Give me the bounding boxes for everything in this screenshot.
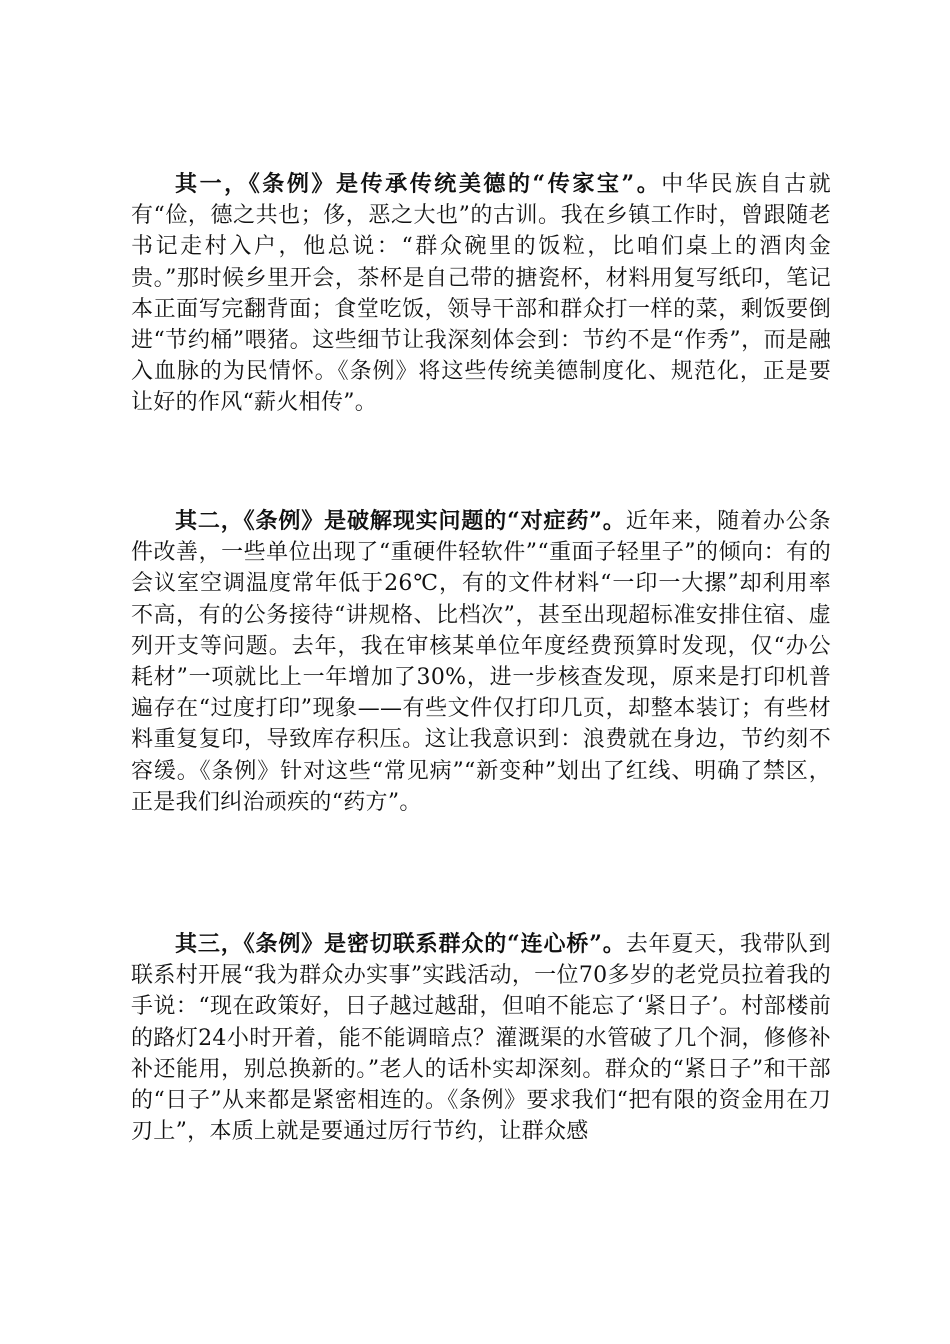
paragraph-1-heading: 其一，《条例》是传承传统美德的“传家宝”。	[175, 171, 662, 197]
paragraph-2	[131, 506, 831, 818]
paragraph-2-body: 近年来，随着办公条件改善，一些单位出现了“重硬件轻软件”“重面子轻里子”的倾向：有的会议室空调温度常年低于26℃，有的文件材料“一印一大摞”却利用率不高，有的公务接待“讲规格、比档次”，甚至出现超标准安排住宿、虚列开支等问题。去年，我在审核某单位年度经费预算时发现，仅“办公耗材”一项就比上一年增加了30%，进一步核查发现，原来是打印机普遍存在“过度打印”现象——有些文件仅打印几页，却整本装订；有些材料重复复印，导致库存积压。这让我意识到：浪费就在身边，节约刻不容缓。《条例》针对这些“常见病”“新变种”划出了红线、明确了禁区，正是我们纠治顽疾的“药方”。	[131, 509, 831, 815]
paragraph-3-body: 去年夏天，我带队到联系村开展“我为群众办实事”实践活动，一位70多岁的老党员拉着我的手说：“现在政策好，日子越过越甜，但咱不能忘了‘紧日子’。村部楼前的路灯24小时开着，能不能调暗点？灌溉渠的水管破了几个洞，修修补补还能用，别总换新的。”老人的话朴实却深刻。群众的“紧日子”和干部的“日子”从来都是紧密相连的。《条例》要求我们“把有限的资金用在刀刃上”，本质上就是要通过厉行节约，让群众感	[131, 932, 831, 1145]
paragraph-2-heading: 其二，《条例》是破解现实问题的“对症药”。	[175, 508, 626, 534]
paragraph-3	[131, 929, 831, 1147]
paragraph-1	[131, 169, 831, 419]
paragraph-3-heading: 其三，《条例》是密切联系群众的“连心桥”。	[175, 931, 626, 957]
paragraph-1-body: 中华民族自古就有“俭，德之共也；侈，恶之大也”的古训。我在乡镇工作时，曾跟随老书记走村入户，他总说：“群众碗里的饭粒，比咱们桌上的酒肉金贵。”那时候乡里开会，茶杯是自己带的搪瓷杯，材料用复写纸印，笔记本正面写完翻背面；食堂吃饭，领导干部和群众打一样的菜，剩饭要倒进“节约桶”喂猪。这些细节让我深刻体会到：节约不是“作秀”，而是融入血脉的为民情怀。《条例》将这些传统美德制度化、规范化，正是要让好的作风“薪火相传”。	[131, 172, 831, 416]
